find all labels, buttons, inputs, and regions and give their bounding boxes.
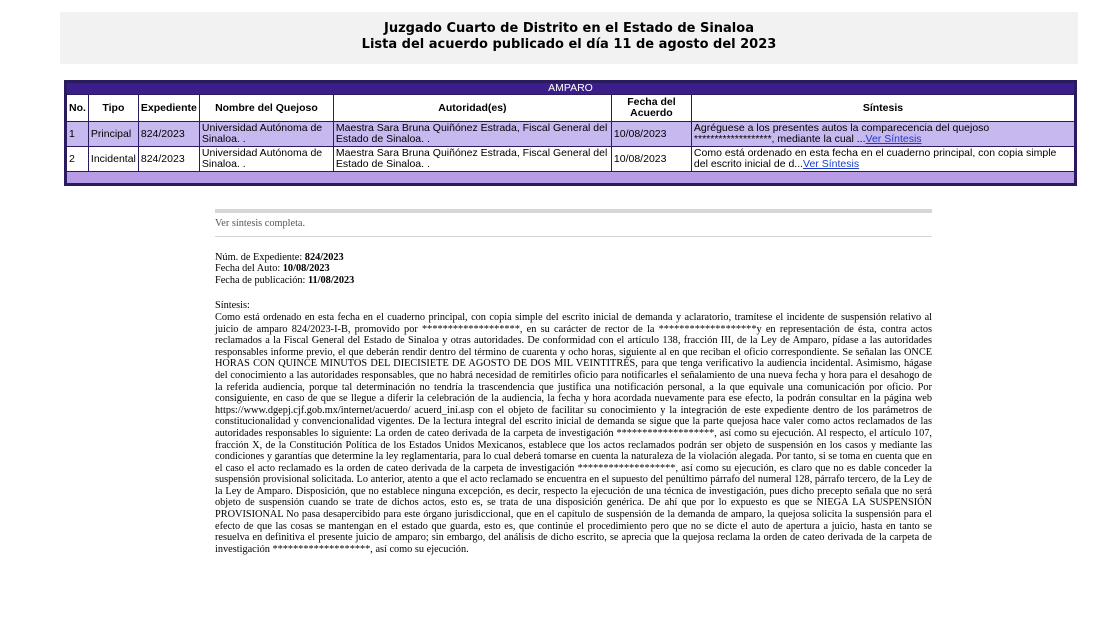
expediente-value: 824/2023: [304, 251, 344, 263]
row-sintesis-cell: [691, 147, 1075, 172]
table-row: [66, 147, 1076, 172]
row-fecha: 10/08/2023: [611, 122, 691, 147]
row-quejoso: Universidad Autónoma de Sinaloa. .: [199, 122, 333, 147]
sintesis-label: Síntesis:: [215, 300, 250, 312]
row-expediente: 824/2023: [138, 147, 199, 172]
column-header-row: [66, 95, 1076, 122]
col-header-fecha: Fecha del Acuerdo: [611, 95, 691, 122]
list-subtitle: Lista del acuerdo publicado el día 11 de agosto del 2023: [361, 37, 777, 52]
row-sintesis-cell: [691, 122, 1075, 147]
row-autoridad: Maestra Sara Bruna Quiñónez Estrada, Fiscal General del Estado de Sinaloa. .: [333, 122, 611, 147]
page-header: [60, 12, 1078, 64]
sintesis-detail-panel: [215, 209, 932, 555]
divider: [215, 209, 932, 213]
ver-sintesis-link[interactable]: Ver Síntesis: [865, 133, 922, 145]
col-header-autoridad: Autoridad(es): [333, 95, 611, 122]
col-header-sintesis: Síntesis: [691, 95, 1075, 122]
table-footer: [66, 172, 1076, 185]
acuerdos-table: [64, 80, 1077, 186]
fecha-auto-value: 10/08/2023: [282, 263, 330, 275]
row-tipo: Principal: [88, 122, 138, 147]
row-fecha: 10/08/2023: [611, 147, 691, 172]
row-quejoso: Universidad Autónoma de Sinaloa. .: [199, 147, 333, 172]
fecha-auto-line: [215, 263, 932, 275]
col-header-expediente: Expediente: [138, 95, 199, 122]
row-autoridad: Maestra Sara Bruna Quiñónez Estrada, Fiscal General del Estado de Sinaloa. .: [333, 147, 611, 172]
expediente-label: Núm. de Expediente:: [215, 251, 303, 263]
row-no: 1: [66, 122, 89, 147]
col-header-quejoso: Nombre del Quejoso: [199, 95, 333, 122]
sintesis-text: Como está ordenado en esta fecha en el cuaderno principal, con copia simple del escrito inicial de demanda y aclaratorio, tramítese el incidente de suspensión relativo al juicio de amparo 824/2023-I-B, promovido por *******************, en su carácter de rector de la *******************y en representación de ésta, contra actos reclamados a la Fiscal General del Estado de Sinaloa y otras autoridades. De conformidad con el artículo 138, fracción III, de la Ley de Amparo, pídase a las autoridades responsables informe previo, el que deberán rendir dentro del término de cuarenta y ocho horas, siguiente al en que reciban el oficio correspondiente. Se señalan las ONCE HORAS CON QUINCE MINUTOS DEL DIECISIETE DE AGOSTO DE DOS MIL VEINTITRÉS, para que tenga verificativo la audiencia incidental. Asimismo, hágase del conocimiento a las autoridades responsables, que no habrá necesidad de remitirles oficio para notificarles el señalamiento de una nueva fecha y hora para el desahogo de la referida audiencia, porque tal determinación no tendría la trascendencia que justifica una notificación personal, a la que equivale una comunicación por oficio. Por consiguiente, en caso de que se llegue a diferir la celebración de la audiencia, la fecha y hora acordada nuevamente para ese efecto, la podrán consultar en la página web https://www.dgepj.cjf.gob.mx/internet/acuerdo/ acuerd_ini.asp con el objeto de facilitar su conocimiento y la integración de este expediente dentro de los parámetros de constitucionalidad y convencionalidad vigentes. De la lectura integral del escrito inicial de demanda se sigue que la parte quejosa hace valer como actos reclamados de las autoridades responsables lo siguiente: La orden de cateo derivada de la carpeta de investigación *******************, así como su ejecución. Al respecto, el artículo 107, fracción X, de la Constitución Política de los Estados Unidos Mexicanos, establece que los actos reclamados podrán ser objeto de suspensión en los casos y mediante las condiciones y garantías que determine la ley reglamentaria, para lo cual deberá tomarse en cuenta la naturaleza de la violación alegada. Por tanto, si se toma en cuenta que en el caso el acto reclamado es la orden de cateo derivada de la carpeta de investigación *******************, así como su ejecución, es claro que no es dable conceder la suspensión provisional solicitada. Lo anterior, atento a que el acto reclamado se encuentra en el supuesto del penúltimo párrafo del numeral 128, párrafo tercero, de la Ley de la Ley de Amparo. Disposición, que no establece ninguna excepción, es decir, respecto la ejecución de una técnica de investigación, pues dicho precepto señala que no será objeto de suspensión cuando se trate de dichos actos, esto es, se trata de una disposición genérica. De ahí que por lo expuesto es que se NIEGA LA SUSPENSIÓN PROVISIONAL No pasa desapercibido para este órgano jurisdiccional, que en el capítulo de suspensión de la demanda de amparo, la quejosa solicita la suspensión para el efecto de que las cosas se mantengan en el estado que guarda, esto es, que continúe el procedimiento pero que no se dicte el auto de apertura a juicio, hasta en tanto se resuelva en definitiva el presente juicio de amparo; sin embargo, del análisis de dicho escrito, se aprecia que la quejosa reclama la orden de cateo derivada de la carpeta de investigación *******************, así como su ejecución.: [215, 311, 932, 555]
row-no: 2: [66, 147, 89, 172]
court-title: Juzgado Cuarto de Distrito en el Estado de Sinaloa: [384, 21, 754, 36]
col-header-tipo: Tipo: [88, 95, 138, 122]
detail-meta: [215, 252, 932, 287]
fecha-auto-label: Fecha del Auto:: [215, 263, 281, 275]
ver-sintesis-completa-label: Ver síntesis completa.: [215, 218, 932, 237]
fecha-publicacion-line: [215, 275, 932, 287]
row-sintesis: Agréguese a los presentes autos la comparecencia del quejoso *******************, mediante la cual ...: [693, 122, 990, 145]
expediente-line: [215, 252, 932, 264]
ver-sintesis-link[interactable]: Ver Síntesis: [803, 158, 860, 170]
table-footer-row: [66, 172, 1076, 185]
section-title: AMPARO: [66, 82, 1076, 95]
row-expediente: 824/2023: [138, 122, 199, 147]
col-header-no: No.: [66, 95, 89, 122]
row-sintesis: Como está ordenado en esta fecha en el cuaderno principal, con copia simple del escrito inicial de d...: [693, 147, 1057, 170]
fecha-publicacion-label: Fecha de publicación:: [215, 274, 306, 286]
row-tipo: Incidental: [88, 147, 138, 172]
section-header-row: [66, 82, 1076, 95]
fecha-publicacion-value: 11/08/2023: [307, 274, 355, 286]
table-row: [66, 122, 1076, 147]
